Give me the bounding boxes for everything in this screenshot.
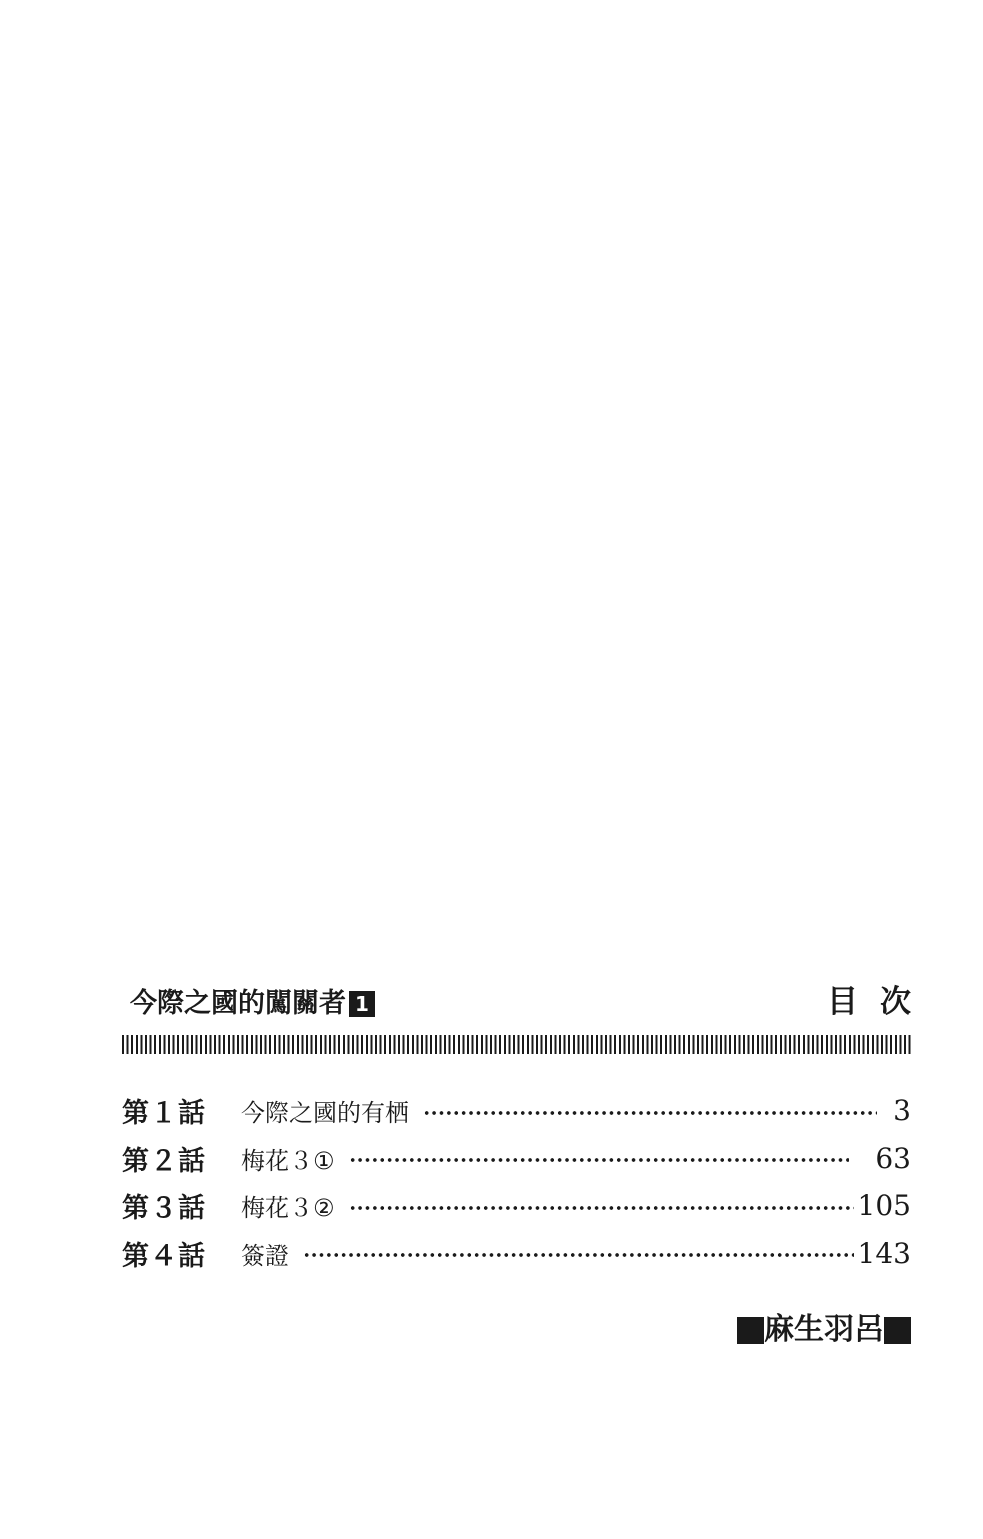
square-bullet-icon [884, 1317, 911, 1344]
decorative-rule [122, 1035, 911, 1054]
contents-heading: 目次 [827, 984, 933, 1020]
dot-leader [423, 1111, 877, 1115]
chapter-page: 63 [875, 1141, 911, 1175]
book-title [130, 984, 375, 1024]
book-title-text: 今際之國的闖關者 [130, 988, 346, 1019]
chapter-title: 梅花３② [241, 1194, 335, 1223]
chapter-page: 143 [857, 1236, 911, 1270]
chapter-number: 第２話 [122, 1145, 206, 1177]
chapter-row[interactable] [122, 1087, 911, 1135]
chapter-row[interactable] [122, 1182, 911, 1230]
chapter-list [122, 1087, 911, 1277]
dot-leader [303, 1253, 854, 1257]
chapter-title: 梅花３① [241, 1146, 335, 1175]
dot-leader [349, 1158, 850, 1162]
table-of-contents [122, 980, 933, 1272]
toc-header [122, 980, 933, 1028]
author-credit [737, 1310, 911, 1350]
chapter-number: 第１話 [122, 1098, 206, 1130]
chapter-page: 105 [857, 1189, 911, 1223]
chapter-number: 第４話 [122, 1240, 206, 1272]
author-name: 麻生羽呂 [764, 1312, 884, 1347]
chapter-page: 3 [893, 1094, 911, 1128]
square-bullet-icon [737, 1317, 764, 1344]
chapter-row[interactable] [122, 1135, 911, 1183]
chapter-title: 今際之國的有栖 [241, 1099, 409, 1128]
dot-leader [349, 1206, 854, 1210]
chapter-row[interactable] [122, 1230, 911, 1278]
volume-badge: 1 [349, 991, 375, 1017]
chapter-number: 第３話 [122, 1193, 206, 1225]
chapter-title: 簽證 [241, 1241, 289, 1270]
